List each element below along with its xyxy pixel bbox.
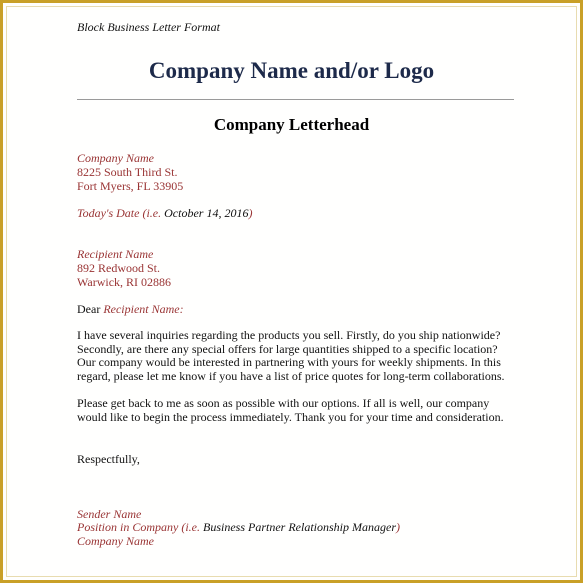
format-label: Block Business Letter Format (77, 20, 220, 34)
sender-name: Sender Name (77, 507, 142, 521)
date-line (77, 206, 252, 220)
date-label: Today's Date (77, 206, 140, 220)
body-paragraph-1-line: Secondly, are there any special offers for large quantities shipped to a specific location? (77, 341, 498, 356)
sender-city-state-zip: Fort Myers, FL 33905 (77, 179, 184, 193)
salutation-prefix: Dear (77, 302, 104, 316)
body-paragraph-2-line: would like to begin the process immediately. Thank you for your time and consideration. (77, 409, 504, 424)
body-paragraph-1-line: Our company would be interested in partnering with yours for weekly shipments. In this (77, 355, 501, 369)
sender-company-name: Company Name (77, 151, 154, 165)
recipient-name: Recipient Name (77, 247, 154, 261)
position-example-value: Business Partner Relationship Manager (203, 520, 396, 534)
date-example-suffix: ) (248, 206, 253, 220)
closing: Respectfully, (77, 452, 140, 466)
signature-company-name: Company Name (77, 534, 154, 548)
position-example-suffix: ) (395, 520, 400, 534)
body-paragraph-1 (77, 329, 517, 383)
body-paragraph-1-line: regard, please let me know if you have a list of price quotes for long-term collaborations. (77, 368, 505, 383)
salutation-name: Recipient Name: (103, 302, 184, 316)
recipient-city-state-zip: Warwick, RI 02886 (77, 275, 172, 289)
position-example-prefix: (i.e. (178, 520, 203, 534)
body-paragraph-2 (77, 397, 517, 424)
body-paragraph-2-line: Please get back to me as soon as possible with our options. If all is well, our company (77, 396, 490, 410)
position-line (77, 520, 400, 534)
company-logo-title: Company Name and/or Logo (148, 58, 435, 83)
letterhead-title: Company Letterhead (213, 115, 370, 134)
sender-street: 8225 South Third St. (77, 165, 178, 179)
date-example-prefix: (i.e. (139, 206, 165, 220)
salutation (77, 302, 184, 316)
date-example-value: October 14, 2016 (164, 206, 249, 220)
position-label: Position in Company (77, 520, 179, 534)
body-paragraph-1-line: I have several inquiries regarding the products you sell. Firstly, do you ship nationwide? (77, 328, 501, 342)
recipient-street: 892 Redwood St. (77, 261, 161, 275)
header-divider (77, 99, 514, 100)
